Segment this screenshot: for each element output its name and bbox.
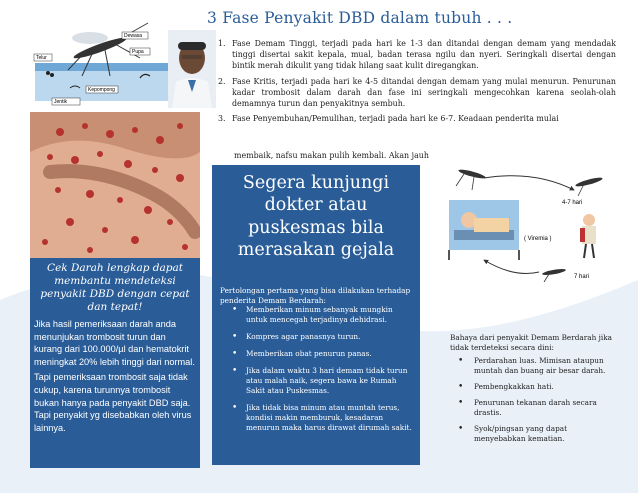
label-dewasa: Dewasa	[124, 33, 143, 39]
blood-check-heading: Cek Darah lengkap dapat membantu mendeteksi penyakit DBD dengan cepat dan tepat!	[40, 262, 190, 313]
blood-check-body	[34, 318, 196, 437]
label-viremia: ( Viremia )	[524, 236, 552, 242]
first-aid-item: • Jika dalam waktu 3 hari demam tidak turun atau malah naik, segera bawa ke Rumah Sakit atau Puskesmas.	[226, 366, 412, 396]
label-pupa: Pupa	[132, 49, 144, 55]
label-4-7-days: 4-7 hari	[562, 200, 583, 206]
label-telur: Telur	[36, 55, 47, 61]
danger-item: • Pembengkakkan hati.	[452, 382, 617, 392]
phase-list	[218, 38, 616, 128]
page-title: 3 Fase Penyakit DBD dalam tubuh . . .	[207, 9, 513, 27]
transmission-illustration	[444, 160, 619, 285]
first-aid-item: • Memberikan obat penurun panas.	[226, 349, 412, 359]
first-aid-list	[226, 305, 412, 440]
first-aid-item: • Jika tidak bisa minum atau muntah terus, kondisi makin memburuk, kesadaran menurun maka harus dirawat dirumah sakit.	[226, 403, 412, 433]
doctor-photo	[168, 30, 216, 108]
label-7-days: 7 hari	[574, 274, 590, 280]
first-aid-intro: Pertolongan pertama yang bisa dilakukan terhadap penderita Demam Berdarah:	[220, 286, 411, 305]
rash-hand-photo	[30, 112, 200, 260]
blood-check-paragraph-1: Jika hasil pemeriksaan darah anda menunjukan trombosit turun dan kurang dari 100.000/µl dan hematokrit meningkat 20% lebih tinggi dari normal.	[34, 319, 195, 367]
danger-item: • Perdarahan luas. Mimisan ataupun muntah dan buang air besar darah.	[452, 356, 617, 376]
danger-intro: Bahaya dari penyakit Demam Berdarah jika tidak terdeteksi secara dini:	[450, 333, 612, 352]
phase-item: 2. Fase Kritis, terjadi pada hari ke 4-5 ditandai dengan demam yang mulai menurun. Penurunan kadar trombosit dalam darah dan fase ini seringkali mengecohkan karena seolah-olah demamnya turun dan penyakitnya sembuh.	[218, 76, 616, 109]
blood-check-paragraph-2: Tapi pemeriksaan trombosit saja tidak cukup, karena turunnya trombosit bukan hanya pada penyakit DBD saja. Tapi penyakit yg disebabkan oleh virus lainnya.	[34, 372, 192, 433]
label-jentik: Jentik	[54, 99, 68, 105]
first-aid-item: • Kompres agar panasnya turun.	[226, 332, 412, 342]
phase-continuation: membaik, nafsu makan pulih kembali. Akan jauh	[234, 151, 429, 160]
phase-item: 3. Fase Penyembuhan/Pemulihan, terjadi pada hari ke 6-7. Keadaan penderita mulai	[218, 114, 559, 124]
phase-item: 1. Fase Demam Tinggi, terjadi pada hari ke 1-3 dan ditandai dengan demam yang mendadak tinggi disertai sakit kepala, mual, badan terasa ngilu dan nyeri. Seringkali disertai dengan bintik merah dikulit yang tidak hilang saat kulit diregangkan.	[218, 39, 616, 71]
first-aid-item: • Memberikan minum sebanyak mungkin untuk mencegah terjadinya dehidrasi.	[226, 305, 412, 325]
danger-list	[452, 356, 617, 450]
visit-doctor-headline: Segera kunjungi dokter atau puskesmas bila merasakan gejala	[237, 173, 395, 261]
label-kepompong: Kepompong	[88, 87, 115, 93]
danger-item: • Penurunan tekanan darah secara drastis.	[452, 398, 617, 418]
danger-item: • Syok/pingsan yang dapat menyebabkan kematian.	[452, 424, 617, 444]
